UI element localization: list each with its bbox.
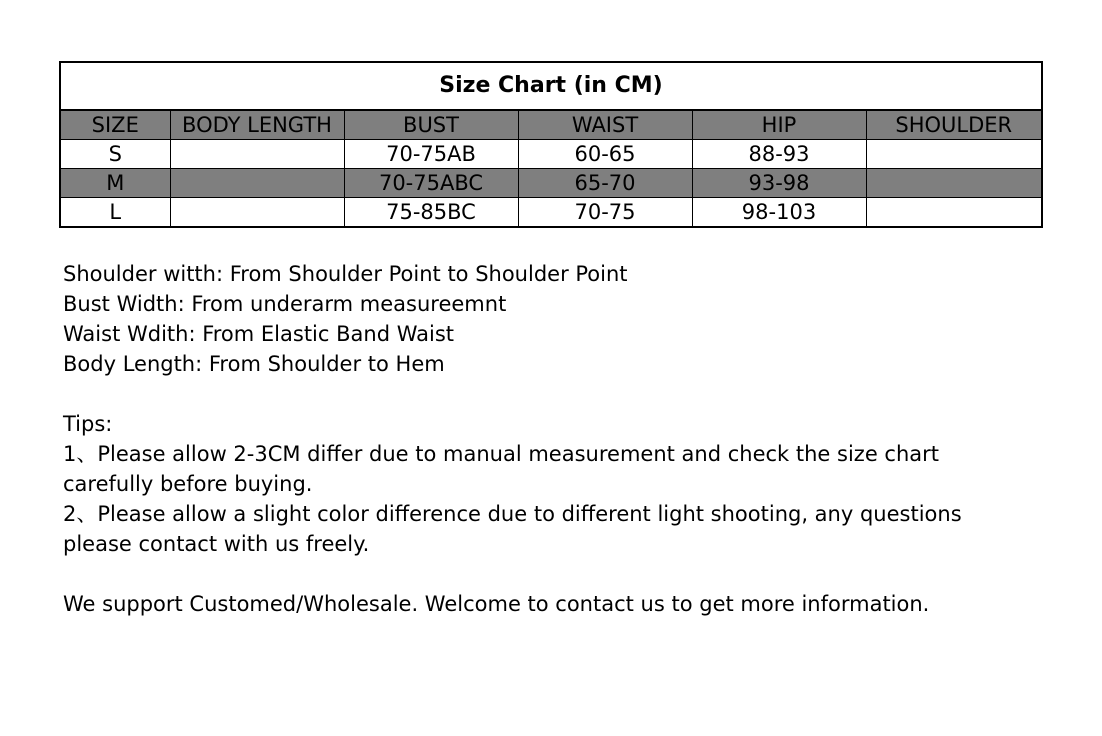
measurement-note-bust: Bust Width: From underarm measureemnt xyxy=(63,292,507,316)
table-row xyxy=(60,198,1042,228)
table-title-row xyxy=(60,62,1042,110)
tip-line: carefully before buying. xyxy=(63,472,313,496)
notes-section xyxy=(63,259,1063,619)
table-cell: 75-85BC xyxy=(344,198,518,228)
spacer xyxy=(63,379,1063,409)
table-cell xyxy=(866,169,1042,198)
measurement-note-body-length: Body Length: From Shoulder to Hem xyxy=(63,352,445,376)
table-cell xyxy=(170,169,344,198)
spacer xyxy=(63,559,1063,589)
column-header-shoulder: SHOULDER xyxy=(866,110,1042,140)
table-cell: 98-103 xyxy=(692,198,866,228)
table-cell xyxy=(170,198,344,228)
table-cell: M xyxy=(60,169,170,198)
table-cell xyxy=(866,140,1042,169)
table-cell xyxy=(170,140,344,169)
table-cell: 70-75AB xyxy=(344,140,518,169)
table-cell xyxy=(866,198,1042,228)
tips-heading: Tips: xyxy=(63,412,113,436)
table-cell: 70-75ABC xyxy=(344,169,518,198)
table-cell: 88-93 xyxy=(692,140,866,169)
tip-line: 2、Please allow a slight color difference due to different light shooting, any questions xyxy=(63,502,962,526)
table-header-row xyxy=(60,110,1042,140)
column-header-bust: BUST xyxy=(344,110,518,140)
column-header-body-length: BODY LENGTH xyxy=(170,110,344,140)
footer-note: We support Customed/Wholesale. Welcome to contact us to get more information. xyxy=(63,592,930,616)
table-cell: 60-65 xyxy=(518,140,692,169)
tip-line: please contact with us freely. xyxy=(63,532,370,556)
column-header-hip: HIP xyxy=(692,110,866,140)
table-cell: L xyxy=(60,198,170,228)
table-row xyxy=(60,169,1042,198)
tip-line: 1、Please allow 2-3CM differ due to manual measurement and check the size chart xyxy=(63,442,940,466)
table-title: Size Chart (in CM) xyxy=(60,62,1042,110)
size-chart-table xyxy=(59,61,1043,228)
column-header-waist: WAIST xyxy=(518,110,692,140)
table-cell: 70-75 xyxy=(518,198,692,228)
measurement-note-waist: Waist Wdith: From Elastic Band Waist xyxy=(63,322,454,346)
table-cell: 93-98 xyxy=(692,169,866,198)
table-cell: 65-70 xyxy=(518,169,692,198)
measurement-note-shoulder: Shoulder witth: From Shoulder Point to Shoulder Point xyxy=(63,262,628,286)
table-row xyxy=(60,140,1042,169)
table-cell: S xyxy=(60,140,170,169)
column-header-size: SIZE xyxy=(60,110,170,140)
